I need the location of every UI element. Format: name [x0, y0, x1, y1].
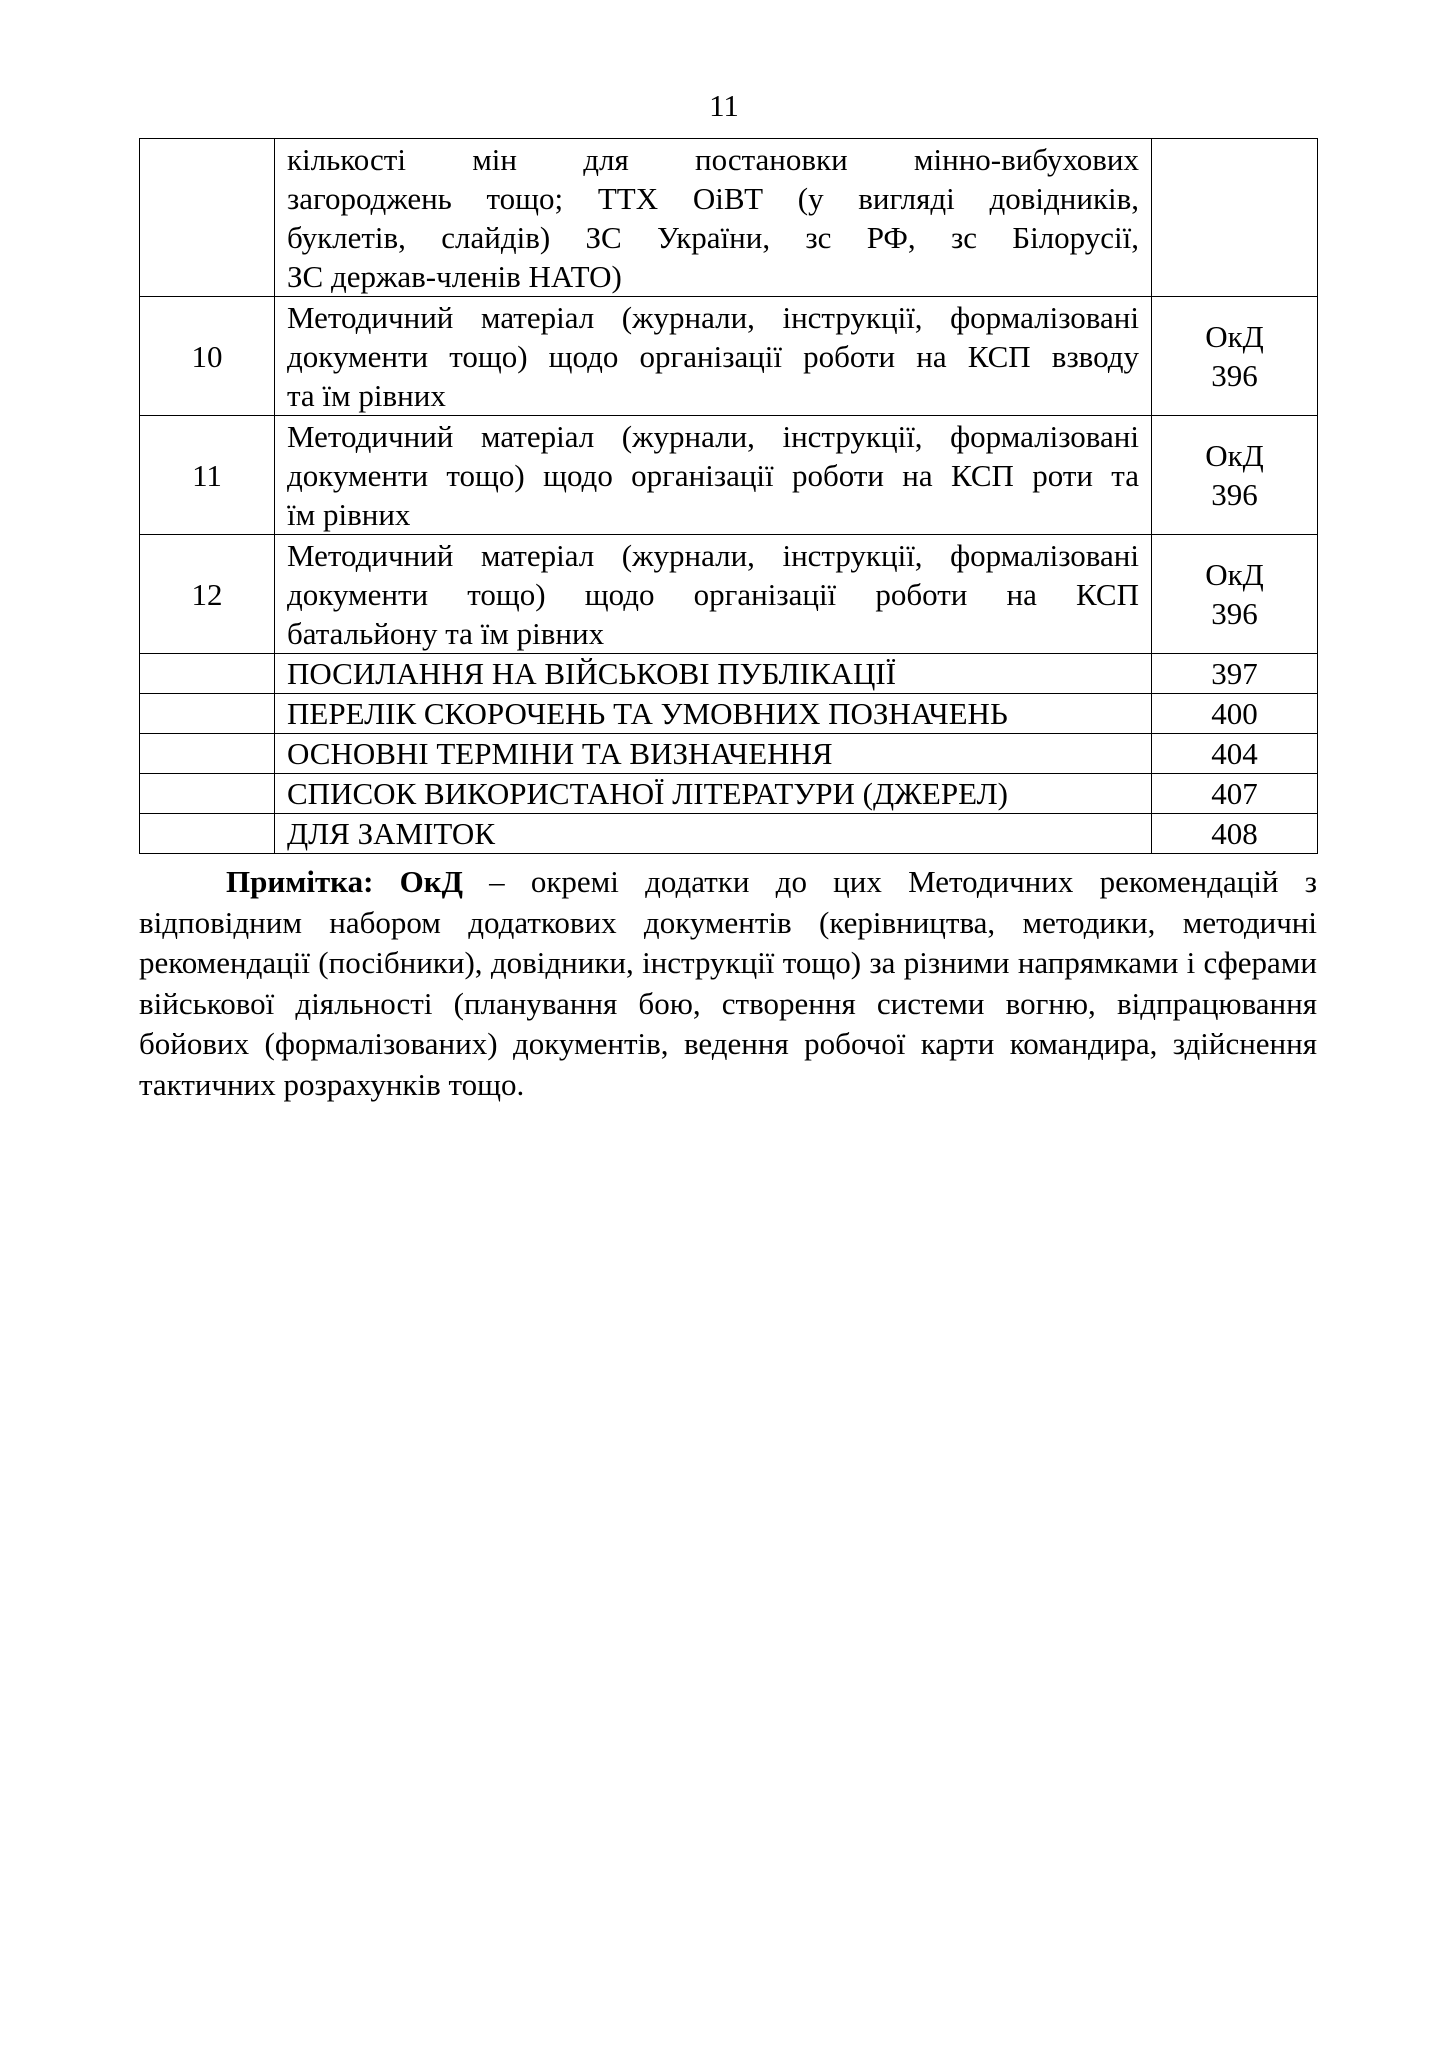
row-number: [140, 774, 275, 814]
row-number: [140, 139, 275, 297]
row-title: [275, 139, 1152, 297]
row-title-line: Методичний матеріал (журнали, інструкції, формалізовані: [287, 299, 1139, 335]
row-title-line: кількості мін для постановки мінно-вибухових: [287, 141, 1139, 177]
row-page-line: 396: [1211, 358, 1258, 393]
row-title-line: та їм рівних: [287, 377, 446, 413]
row-page: [1152, 297, 1318, 416]
row-page-line: ОкД: [1205, 557, 1264, 592]
row-title-line: документи тощо) щодо організації роботи на КСП роти та: [287, 457, 1139, 493]
row-title: [275, 416, 1152, 535]
row-number: [140, 814, 275, 854]
row-number: 10: [140, 297, 275, 416]
table-row: [140, 139, 1318, 297]
row-title: ОСНОВНІ ТЕРМІНИ ТА ВИЗНАЧЕННЯ: [275, 734, 1152, 774]
row-title: ПОСИЛАННЯ НА ВІЙСЬКОВІ ПУБЛІКАЦІЇ: [275, 654, 1152, 694]
row-number: [140, 734, 275, 774]
row-title: ДЛЯ ЗАМІТОК: [275, 814, 1152, 854]
row-page-line: 396: [1211, 596, 1258, 631]
row-title-line: документи тощо) щодо організації роботи на КСП: [287, 576, 1139, 612]
note-text: – окремі додатки до цих Методичних рекомендацій з відповідним набором додаткових документів (керівництва, методики, методичні рекомендації (посібники), довідники, інструкції тощо) за різними напрямками і сферами військової діяльності (планування бою, створення системи вогню, відпрацювання бойових (формалізованих) документів, ведення робочої карти командира, здійснення тактичних розрахунків тощо.: [139, 864, 1317, 1102]
row-number: 12: [140, 535, 275, 654]
row-page-line: ОкД: [1205, 319, 1264, 354]
contents-table: [139, 138, 1318, 854]
row-page-line: ОкД: [1205, 438, 1264, 473]
row-page: 407: [1152, 774, 1318, 814]
table-row: [140, 694, 1318, 734]
row-page: [1152, 535, 1318, 654]
row-page: 397: [1152, 654, 1318, 694]
row-title-line: ЗС держав-членів НАТО): [287, 258, 622, 294]
note-paragraph: [139, 862, 1317, 1105]
row-title-line: їм рівних: [287, 496, 411, 532]
row-title: [275, 535, 1152, 654]
row-title: ПЕРЕЛІК СКОРОЧЕНЬ ТА УМОВНИХ ПОЗНАЧЕНЬ: [275, 694, 1152, 734]
row-title: СПИСОК ВИКОРИСТАНОЇ ЛІТЕРАТУРИ (ДЖЕРЕЛ): [275, 774, 1152, 814]
row-page: 404: [1152, 734, 1318, 774]
row-title-line: Методичний матеріал (журнали, інструкції, формалізовані: [287, 418, 1139, 454]
row-title: [275, 297, 1152, 416]
row-number: [140, 654, 275, 694]
row-title-line: Методичний матеріал (журнали, інструкції, формалізовані: [287, 537, 1139, 573]
row-number: [140, 694, 275, 734]
table-row: [140, 774, 1318, 814]
row-page: [1152, 139, 1318, 297]
row-page-line: 396: [1211, 477, 1258, 512]
row-title-line: батальйону та їм рівних: [287, 615, 605, 651]
note-label: Примітка: ОкД: [226, 864, 463, 899]
table-row: [140, 535, 1318, 654]
table-row: [140, 297, 1318, 416]
row-title-line: буклетів, слайдів) ЗС України, зс РФ, зс Білорусії,: [287, 219, 1139, 255]
table-row: [140, 416, 1318, 535]
row-title-line: документи тощо) щодо організації роботи на КСП взводу: [287, 338, 1139, 374]
row-page: 400: [1152, 694, 1318, 734]
table-row: [140, 734, 1318, 774]
table-row: [140, 814, 1318, 854]
row-title-line: загороджень тощо; ТТХ ОіВТ (у вигляді довідників,: [287, 180, 1139, 216]
table-row: [140, 654, 1318, 694]
row-page: 408: [1152, 814, 1318, 854]
page-number: 11: [709, 88, 739, 123]
row-number: 11: [140, 416, 275, 535]
row-page: [1152, 416, 1318, 535]
